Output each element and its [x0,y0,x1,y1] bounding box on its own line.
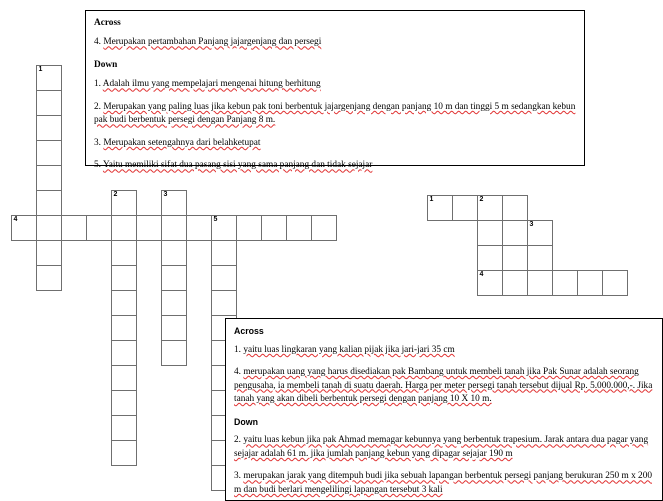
crossword-cell[interactable] [36,190,62,216]
crossword-cell[interactable] [86,215,112,241]
clue-number: 4. [234,367,241,378]
clue-across-4 [94,36,576,49]
clue-down-3 [234,470,654,497]
crossword-cell[interactable] [36,140,62,166]
clue-number: 1. [94,79,101,90]
clue-number: 4. [94,37,101,48]
crossword-cell[interactable] [186,215,212,241]
crossword-cell-number: 3 [529,221,534,228]
crossword-cell[interactable] [552,270,578,296]
crossword-cell[interactable] [502,220,528,246]
down-heading: Down [94,59,118,70]
clue-body: merupakan uang yang harus disediakan pak Bambang untuk membeli tanah jika Pak Sunar adalah seorang pengusaha, ia membeli tanah di suatu daerah. Harga per meter persegi tanah tersebut dijual Rp. 5.000.000,-. Jika tanah yang akan dibeli berbentuk persegi dengan panjang 10 X 10 m. [234,367,653,405]
clue-body: Yaitu memiliki sifat dua pasang sisi yang sama panjang dan tidak sejajar [102,160,373,171]
crossword-cell[interactable] [602,270,628,296]
crossword-cell-number: 4 [13,216,18,223]
crossword-cell[interactable] [36,115,62,141]
crossword-cell-number: 5 [213,216,218,223]
crossword-cell[interactable] [36,65,62,91]
clue-down-1 [94,78,576,91]
crossword-cell[interactable] [111,240,137,266]
crossword-cell[interactable] [11,215,37,241]
across-heading: Across [234,326,264,336]
crossword-cell-number: 3 [163,191,168,198]
crossword-cell[interactable] [502,245,528,271]
clue-body: Merupakan setengahnya dari belahketupat [103,137,261,148]
crossword-cell[interactable] [111,440,137,466]
clue-number: 3. [94,137,101,148]
crossword-cell[interactable] [502,270,528,296]
bottom-clue-panel [225,318,663,501]
crossword-cell[interactable] [427,195,453,221]
clue-body: Merupakan pertambahan Panjang jajargenjang dan persegi [103,37,322,48]
crossword-cell[interactable] [527,270,553,296]
crossword-cell[interactable] [111,215,137,241]
crossword-cell[interactable] [527,245,553,271]
clue-number: 5. [94,160,101,171]
clue-down-3 [94,137,576,150]
clue-body: Adalah ilmu yang mempelajari mengenai hitung berhitung [102,79,321,90]
crossword-cell[interactable] [36,240,62,266]
crossword-cell[interactable] [161,240,187,266]
across-heading: Across [94,18,121,28]
crossword-cell[interactable] [211,290,237,316]
crossword-cell[interactable] [286,215,312,241]
crossword-cell[interactable] [111,265,137,291]
clue-across-4 [234,366,654,406]
crossword-cell[interactable] [111,315,137,341]
crossword-cell-number: 4 [479,271,484,278]
clue-body: Merupakan yang paling luas jika kebun pak toni berbentuk jajargenjang dengan panjang 10 m dan tinggi 5 m sedangkan kebun pak budi berbentuk persegi dengan Panjang 8 m. [94,101,576,126]
clue-down-2 [234,434,654,461]
down-heading: Down [234,416,258,427]
crossword-cell[interactable] [36,265,62,291]
clue-number: 2. [234,435,241,446]
crossword-cell[interactable] [111,390,137,416]
clue-body: yaitu luas kebun jika pak Ahmad memagar kebunnya yang berbentuk trapesium. Jarak antara dua pagar yang sejajar adalah 61 m. jika jumlah panjang kebun yang dipagar sejajar 190 m [234,435,649,459]
top-clue-panel [85,10,585,171]
crossword-cell[interactable] [111,365,137,391]
crossword-cell[interactable] [211,240,237,266]
clue-body: yaitu luas lingkaran yang kalian pijak jika jari-jari 35 cm [243,344,455,355]
crossword-cell[interactable] [111,415,137,441]
crossword-cell[interactable] [527,220,553,246]
crossword-cell[interactable] [61,215,87,241]
clue-down-2 [94,101,576,128]
clue-body: merupakan jarak yang ditempuh budi jika sebuah lapangan berbentuk persegi panjang berukuran 250 m x 200 m dan budi berlari mengelilingi lapangan tersebut 3 kali [234,471,652,495]
crossword-cell[interactable] [502,195,528,221]
crossword-cell[interactable] [161,315,187,341]
crossword-cell-number: 1 [38,66,43,73]
crossword-cell[interactable] [477,195,503,221]
crossword-cell[interactable] [36,165,62,191]
crossword-cell[interactable] [161,340,187,366]
crossword-cell[interactable] [577,270,603,296]
crossword-cell[interactable] [452,195,478,221]
crossword-cell-number: 1 [429,196,434,203]
crossword-cell[interactable] [111,290,137,316]
crossword-cell[interactable] [161,190,187,216]
crossword-cell[interactable] [311,215,337,241]
crossword-cell-number: 2 [113,191,118,198]
crossword-cell[interactable] [36,90,62,116]
crossword-cell-number: 2 [479,196,484,203]
crossword-cell[interactable] [161,290,187,316]
clue-number: 3. [234,471,241,482]
crossword-cell[interactable] [211,215,237,241]
crossword-cell[interactable] [477,245,503,271]
clue-down-5 [94,159,576,172]
crossword-cell[interactable] [211,265,237,291]
crossword-cell[interactable] [111,340,137,366]
crossword-cell[interactable] [161,265,187,291]
clue-number: 1. [234,344,241,355]
crossword-cell[interactable] [36,215,62,241]
crossword-cell[interactable] [161,215,187,241]
clue-number: 2. [94,101,101,112]
clue-across-1 [234,344,654,357]
crossword-cell[interactable] [111,190,137,216]
crossword-cell[interactable] [236,215,262,241]
crossword-cell[interactable] [261,215,287,241]
crossword-cell[interactable] [136,215,162,241]
crossword-cell[interactable] [477,220,503,246]
crossword-cell[interactable] [477,270,503,296]
